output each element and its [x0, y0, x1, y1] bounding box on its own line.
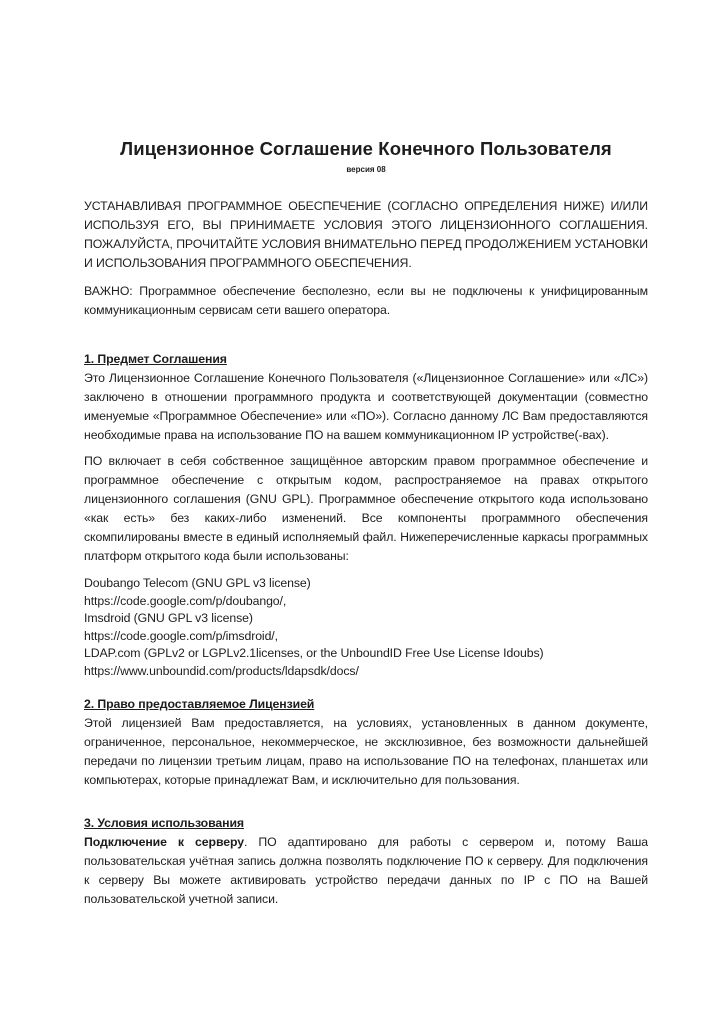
open-source-frameworks-list [84, 575, 648, 680]
server-connection-body-text: . ПО адаптировано для работы с сервером и, потому Ваша пользовательская учётная запись должна позволять подключение ПО к серверу. Для подключения к серверу Вы можете активировать устройство передачи данных по IP с ПО на Вашей пользовательской учетной записи. [84, 835, 649, 906]
section-license-grant-paragraph: Этой лицензией Вам предоставляется, на условиях, установленных в данном документе, ограниченное, персональное, некоммерческое, не эксклюзивное, без возможности дальнейшей передачи по лицензии третьим лицам, право на использование ПО на телефонах, планшетах или компьютерах, которые принадлежат Вам, и исключительно для пользования. [84, 716, 648, 787]
section-subject-paragraph-2: ПО включает в себя собственное защищённое авторским правом программное обеспечение и программное обеспечение с открытым кодом, распространяемое на правах открытого лицензионного соглашения (GNU GPL). Программное обеспечение открытого кода использовано «как есть» без каких-либо изменений. Все компоненты программного обеспечения скомпилированы вместе в единый исполняемый файл. Нижеперечисленные каркасы программных платформ открытого кода были использованы: [84, 454, 648, 563]
document-title: Лицензионное Соглашение Конечного Пользователя [120, 138, 612, 159]
section-terms-of-use [84, 814, 648, 909]
list-item-url: https://code.google.com/p/doubango/, [84, 593, 287, 608]
section-terms-of-use-paragraph [84, 833, 648, 909]
section-heading-terms-of-use: 3. Условия использования [84, 816, 244, 830]
important-note-paragraph: ВАЖНО: Программное обеспечение бесполезно, если вы не подключены к унифицированным коммуникационным сервисам сети вашего оператора. [84, 284, 648, 317]
license-disclaimer-paragraph: УСТАНАВЛИВАЯ ПРОГРАММНОЕ ОБЕСПЕЧЕНИЕ (СОГЛАСНО ОПРЕДЕЛЕНИЯ НИЖЕ) И/ИЛИ ИСПОЛЬЗУЯ ЕГО, ВЫ ПРИНИМАЕТЕ УСЛОВИЯ ЭТОГО ЛИЦЕНЗИОННОГО СОГЛАШЕНИЯ. ПОЖАЛУЙСТА, ПРОЧИТАЙТЕ УСЛОВИЯ ВНИМАТЕЛЬНО ПЕРЕД ПРОДОЛЖЕНИЕМ УСТАНОВКИ И ИСПОЛЬЗОВАНИЯ ПРОГРАММНОГО ОБЕСПЕЧЕНИЯ. [84, 199, 648, 270]
section-subject-paragraph-1: Это Лицензионное Соглашение Конечного Пользователя («Лицензионное Соглашение» или «ЛС») заключено в отношении программного продукта и соответствующей документации (совместно именуемые «Программное Обеспечение» или «ПО»). Согласно данному ЛС Вам предоставляются необходимые права на использование ПО на вашем коммуникационном IP устройстве(-вах). [84, 371, 648, 442]
list-item-url: https://code.google.com/p/imsdroid/, [84, 628, 278, 643]
section-subject-of-agreement [84, 350, 648, 680]
list-item: Doubango Telecom (GNU GPL v3 license) [84, 576, 311, 590]
section-license-grant [84, 695, 648, 790]
version-label: версия 08 [346, 165, 386, 174]
section-heading-subject: 1. Предмет Соглашения [84, 352, 227, 366]
list-item-url: https://www.unboundid.com/products/ldapsdk/docs/ [84, 663, 359, 678]
section-heading-license-grant: 2. Право предоставляемое Лицензией [84, 697, 315, 711]
list-item: Imsdroid (GNU GPL v3 license) [84, 611, 253, 625]
server-connection-lead-label: Подключение к серверу [84, 835, 244, 849]
list-item: LDAP.com (GPLv2 or LGPLv2.1licenses, or the UnboundID Free Use License Idoubs) [84, 646, 544, 660]
